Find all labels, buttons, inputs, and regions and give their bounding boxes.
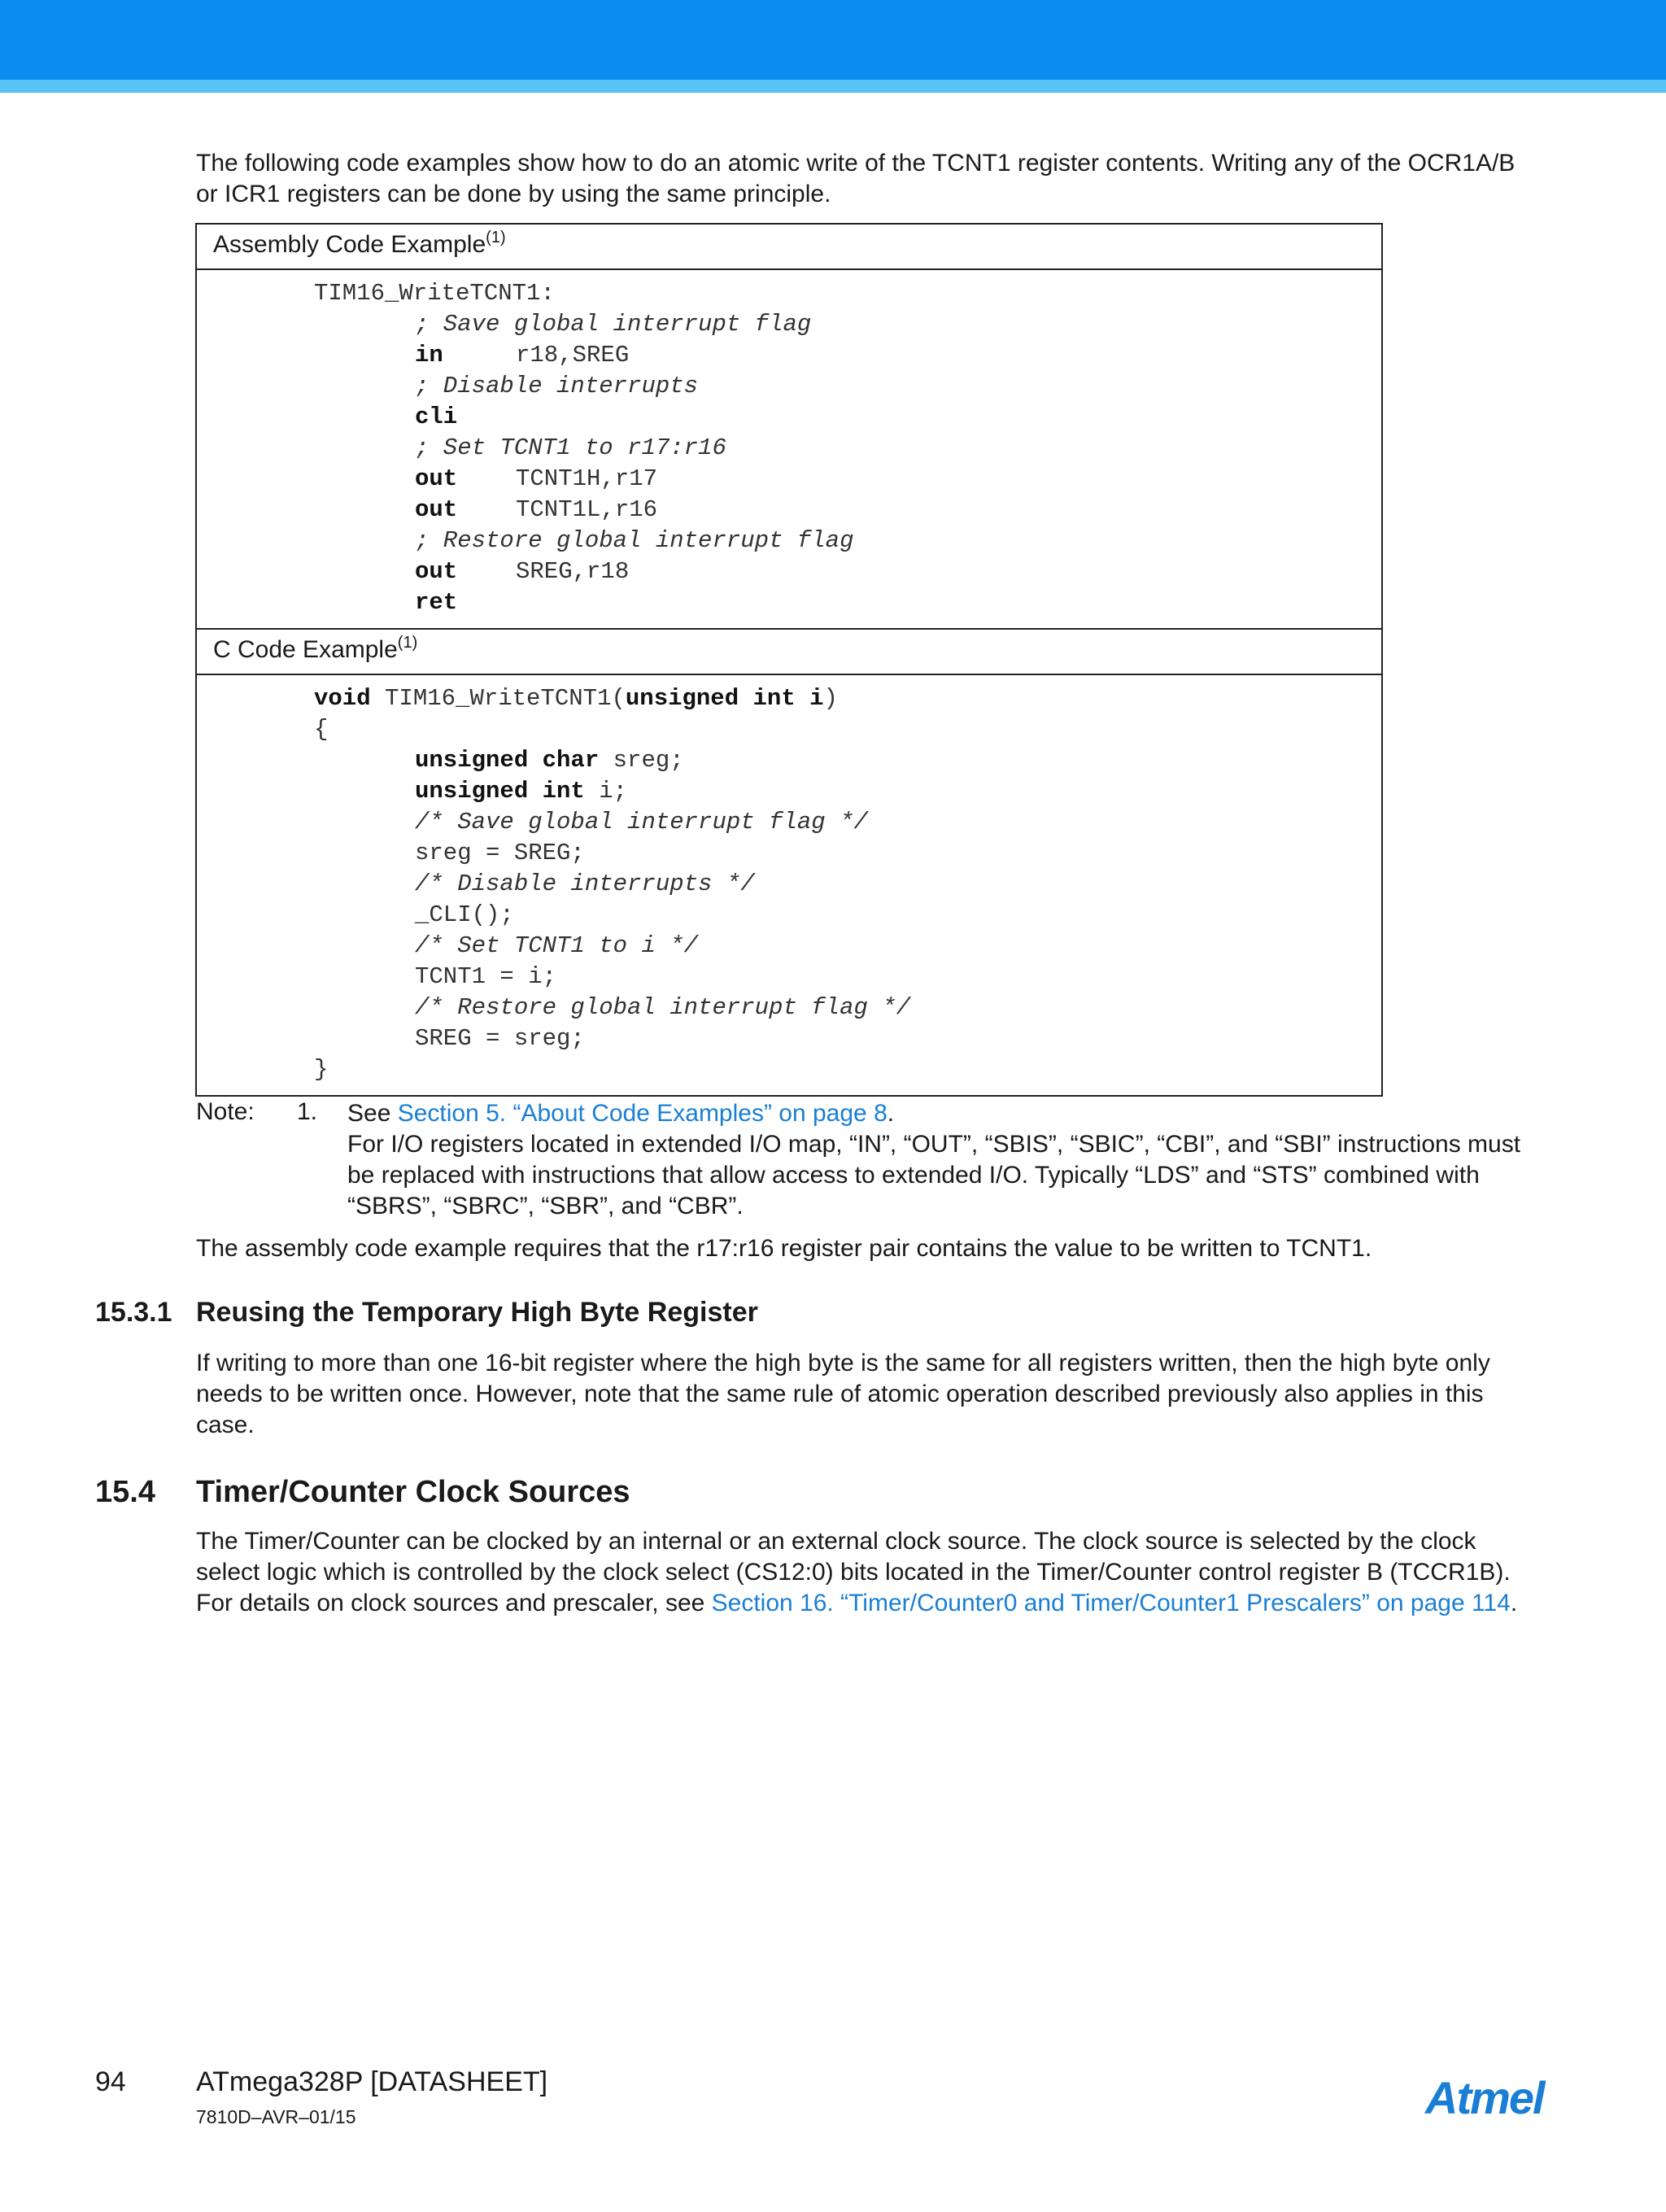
section-1531-body: [196, 1348, 1563, 1441]
intro-line-1: The following code examples show how to do an atomic write of the TCNT1 register contents. Writing any of the OCR1A/B: [196, 150, 1516, 177]
c-close-brace: }: [314, 1056, 329, 1083]
section-154-line-1: The Timer/Counter can be clocked by an internal or an external clock source. The clock source is selected by the clock: [196, 1528, 1476, 1555]
asm-line-comment: ; Set TCNT1 to r17:r16: [415, 434, 726, 461]
atmel-logo: Atmel: [1425, 2072, 1544, 2123]
section-1531-title: Reusing the Temporary High Byte Register: [196, 1297, 758, 1328]
note-line-2: For I/O registers located in extended I/O map, “IN”, “OUT”, “SBIS”, “SBIC”, “CBI”, and “SBI” instructions must: [347, 1131, 1521, 1158]
c-statement: TCNT1 = i;: [415, 963, 557, 990]
header-bar: [0, 0, 1666, 80]
note-link[interactable]: Section 5. “About Code Examples” on page 8: [397, 1100, 888, 1127]
c-header: [196, 629, 1382, 674]
section-1531-number: 15.3.1: [95, 1297, 172, 1328]
note-line-4: “SBRS”, “SBRC”, “SBR”, and “CBR”.: [347, 1193, 744, 1219]
asm-header-footnote: (1): [486, 229, 506, 247]
asm-line-instruction: out SREG,r18: [415, 558, 630, 585]
intro-line-2: or ICR1 registers can be done by using the same principle.: [196, 181, 831, 207]
asm-line-comment: ; Restore global interrupt flag: [415, 527, 854, 554]
section-1531-line-2: needs to be written once. However, note that the same rule of atomic operation described previously also applies in this: [196, 1381, 1484, 1407]
note-number: 1.: [297, 1098, 318, 1125]
note-line-1: See Section 5. “About Code Examples” on page 8.: [347, 1100, 895, 1127]
c-comment: /* Restore global interrupt flag */: [415, 994, 911, 1021]
asm-line-comment: ; Save global interrupt flag: [415, 311, 812, 338]
section-154-number: 15.4: [95, 1475, 155, 1509]
asm-code-block: [196, 269, 1382, 629]
c-code-block: [196, 674, 1382, 1096]
note-label: Note:: [196, 1098, 255, 1125]
footer-doc-id: 7810D–AVR–01/15: [196, 2106, 356, 2127]
asm-line-instruction: ret: [415, 589, 458, 616]
c-declaration: unsigned int i;: [415, 778, 628, 805]
section-154-body: [196, 1526, 1563, 1619]
c-comment: /* Disable interrupts */: [415, 870, 755, 897]
intro-paragraph: [196, 148, 1563, 210]
header-stripe: [0, 80, 1666, 93]
code-examples-table: [195, 223, 1383, 1097]
asm-header-label: Assembly Code Example: [213, 231, 486, 258]
c-open-brace: {: [314, 716, 329, 743]
section-1531-line-1: If writing to more than one 16-bit register where the high byte is the same for all registers written, then the high byte only: [196, 1350, 1490, 1377]
note-body: [347, 1098, 1568, 1222]
section-154-title: Timer/Counter Clock Sources: [196, 1475, 630, 1509]
c-signature: void TIM16_WriteTCNT1(unsigned int i): [314, 685, 838, 712]
section-154-line-2: select logic which is controlled by the clock select (CS12:0) bits located in the Timer/Counter control register B (TCCR1B).: [196, 1559, 1511, 1586]
asm-line-instruction: out TCNT1L,r16: [415, 496, 658, 523]
note-line-3: be replaced with instructions that allow access to extended I/O. Typically “LDS” and “STS” combined with: [347, 1162, 1480, 1189]
c-header-footnote: (1): [397, 634, 418, 652]
footer-doc-title: ATmega328P [DATASHEET]: [196, 2066, 548, 2097]
c-comment: /* Save global interrupt flag */: [415, 809, 868, 835]
prescaler-link[interactable]: Section 16. “Timer/Counter0 and Timer/Counter1 Prescalers” on page 114: [711, 1590, 1511, 1616]
asm-line-comment: ; Disable interrupts: [415, 373, 699, 399]
asm-line-instruction: cli: [415, 404, 458, 430]
c-statement: _CLI();: [415, 901, 514, 928]
c-statement: SREG = sreg;: [415, 1025, 585, 1052]
section-1531-line-3: case.: [196, 1411, 255, 1438]
asm-line-label: TIM16_WriteTCNT1:: [314, 280, 555, 307]
c-declaration: unsigned char sreg;: [415, 747, 684, 774]
asm-line-instruction: out TCNT1H,r17: [415, 465, 658, 492]
asm-header: [196, 224, 1382, 269]
c-header-label: C Code Example: [213, 636, 398, 663]
c-statement: sreg = SREG;: [415, 840, 585, 866]
c-comment: /* Set TCNT1 to i */: [415, 932, 699, 959]
asm-line-instruction: in r18,SREG: [415, 342, 630, 369]
after-note-paragraph: The assembly code example requires that the r17:r16 register pair contains the value to be written to TCNT1.: [196, 1235, 1372, 1262]
page-number: 94: [95, 2066, 126, 2097]
section-154-line-3: For details on clock sources and prescaler, see Section 16. “Timer/Counter0 and Timer/Counter1 Prescalers” on page 114.: [196, 1590, 1518, 1616]
